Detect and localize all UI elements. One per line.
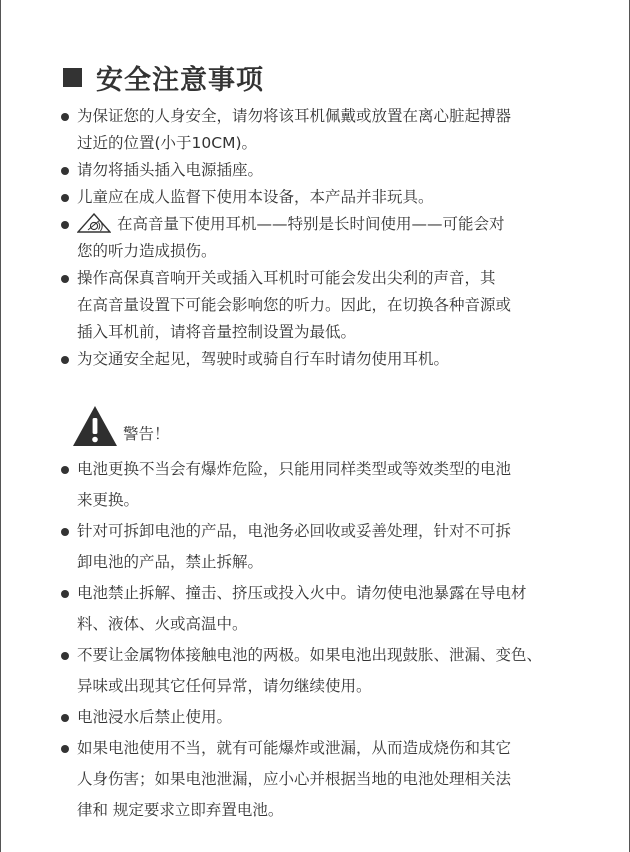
bullet-icon	[61, 714, 69, 722]
list-item	[1, 211, 630, 265]
item-line: 不要让金属物体接触电池的两极。如果电池出现鼓胀、泄漏、变色、	[77, 646, 543, 664]
bullet-icon	[61, 167, 69, 175]
safety-list	[1, 103, 630, 373]
bullet-icon	[61, 652, 69, 660]
list-item	[1, 346, 630, 373]
item-line: 电池浸水后禁止使用。	[77, 708, 233, 726]
bullet-icon	[61, 221, 69, 229]
item-line: 为保证您的人身安全，请勿将该耳机佩戴或放置在离心脏起搏器	[77, 107, 512, 125]
item-line: 来更换。	[77, 491, 140, 509]
section-title-text: 安全注意事项	[96, 65, 264, 96]
bullet-icon	[61, 356, 69, 364]
hearing-warning-icon	[77, 213, 111, 233]
item-line: 电池更换不当会有爆炸危险，只能用同样类型或等效类型的电池	[77, 460, 512, 478]
item-line: 律和 规定要求立即弃置电池。	[77, 801, 284, 819]
item-line: 您的听力造成损伤。	[77, 242, 217, 260]
list-item	[1, 265, 630, 346]
item-line: 异味或出现其它任何异常，请勿继续使用。	[77, 677, 372, 695]
item-line: 为交通安全起见，驾驶时或骑自行车时请勿使用耳机。	[77, 350, 450, 368]
list-item	[1, 578, 630, 640]
item-line: 料、液体、火或高温中。	[77, 615, 248, 633]
item-line: 卸电池的产品，禁止拆解。	[77, 553, 264, 571]
item-line: 操作高保真音响开关或插入耳机时可能会发出尖利的声音，其	[77, 269, 496, 287]
list-item	[1, 454, 630, 516]
item-line: 请勿将插头插入电源插座。	[77, 161, 264, 179]
bullet-icon	[61, 466, 69, 474]
item-line: 儿童应在成人监督下使用本设备，本产品并非玩具。	[77, 188, 434, 206]
item-line: 过近的位置(小于10CM)。	[77, 134, 258, 152]
section-title	[63, 58, 264, 97]
warning-heading	[71, 404, 170, 448]
bullet-icon	[61, 113, 69, 121]
list-item	[1, 702, 630, 733]
item-line	[77, 211, 601, 238]
list-item	[1, 103, 630, 157]
bullet-icon	[61, 194, 69, 202]
item-line: 电池禁止拆解、撞击、挤压或投入火中。请勿使电池暴露在导电材	[77, 584, 527, 602]
list-item	[1, 640, 630, 702]
item-line: 如果电池使用不当，就有可能爆炸或泄漏，从而造成烧伤和其它	[77, 739, 512, 757]
bullet-icon	[61, 275, 69, 283]
list-item	[1, 516, 630, 578]
item-line-text: 在高音量下使用耳机——特别是长时间使用——可能会对	[117, 215, 505, 233]
list-item	[1, 733, 630, 826]
square-bullet-icon	[63, 68, 82, 87]
warning-label: 警告！	[123, 425, 170, 443]
warning-triangle-icon	[71, 404, 119, 448]
bullet-icon	[61, 745, 69, 753]
list-item	[1, 184, 630, 211]
item-line: 在高音量设置下可能会影响您的听力。因此，在切换各种音源或	[77, 296, 512, 314]
list-item	[1, 157, 630, 184]
bullet-icon	[61, 528, 69, 536]
bullet-icon	[61, 590, 69, 598]
item-line: 人身伤害；如果电池泄漏，应小心并根据当地的电池处理相关法	[77, 770, 512, 788]
item-line: 插入耳机前，请将音量控制设置为最低。	[77, 323, 357, 341]
battery-warning-list	[1, 454, 630, 826]
item-line: 针对可拆卸电池的产品，电池务必回收或妥善处理，针对不可拆	[77, 522, 512, 540]
